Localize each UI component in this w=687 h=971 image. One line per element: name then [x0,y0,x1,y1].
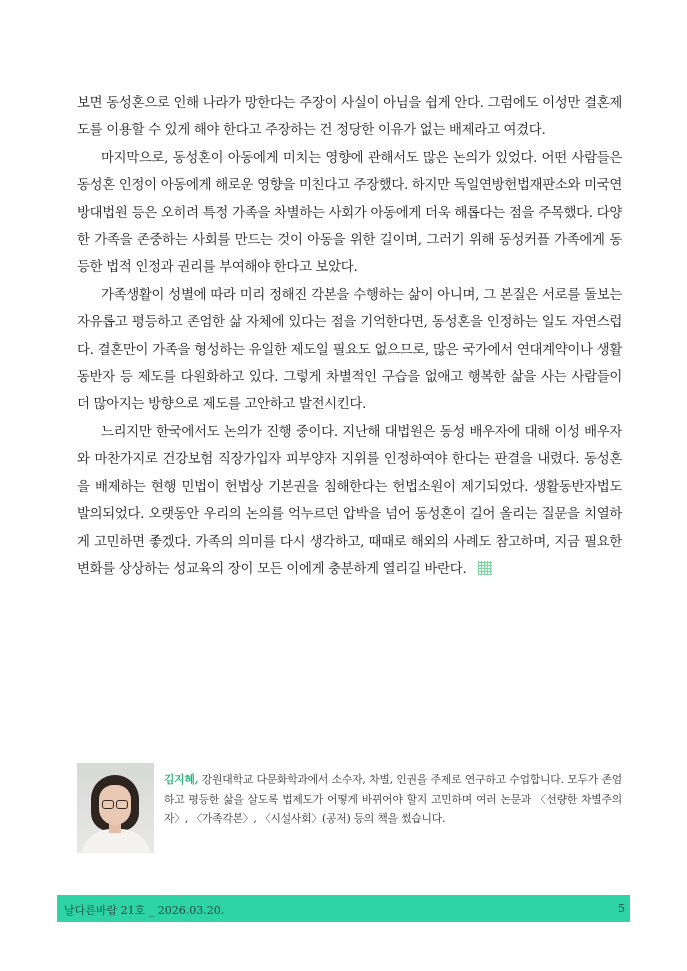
issue-info: 날다른바람 21호 _ 2026.03.20. [64,904,225,917]
article-paragraph-last [77,419,622,583]
author-profile [77,763,622,853]
article-paragraph: 마지막으로, 동성혼이 아동에게 미치는 영향에 관해서도 많은 논의가 있었다. 어떤 사람들은 동성혼 인정이 아동에게 해로운 영향을 미친다고 주장했다. 하지만 독일연방헌법재판소와 미국연방대법원 등은 오히려 특정 가족을 차별하는 사회가 아동에게 더욱 해롭다는 점을 주목했다. 다양한 가족을 존중하는 사회를 만드는 것이 아동을 위한 길이며, 그러기 위해 동성커플 가족에게 동등한 법적 인정과 권리를 부여해야 한다고 보았다. [77,150,622,276]
author-description: 강원대학교 다문화학과에서 소수자, 차별, 인권을 주제로 연구하고 수업합니다. 모두가 존엄하고 평등한 삶을 살도록 법제도가 어떻게 바뀌어야 할지 고민하며 여러 논문과 〈선량한 차별주의자〉, 〈가족각본〉, 〈시설사회〉(공저) 등의 책을 썼습니다. [164,773,622,825]
article-body [77,90,622,583]
page-number: 5 [618,902,625,915]
page-footer [57,895,630,922]
author-bio [164,770,622,829]
author-name: 김지혜, [164,773,199,786]
author-photo [77,763,154,853]
end-of-article-icon [478,561,492,575]
article-paragraph: 가족생활이 성별에 따라 미리 정해진 각본을 수행하는 삶이 아니며, 그 본질은 서로를 돌보는 자유롭고 평등하고 존엄한 삶 자체에 있다는 점을 기억한다면, 동성혼을 인정하는 일도 자연스럽다. 결혼만이 가족을 형성하는 유일한 제도일 필요도 없으므로, 많은 국가에서 연대계약이나 생활동반자 등 제도를 다원화하고 있다. 그렇게 차별적인 구습을 없애고 행복한 삶을 사는 사람들이 더 많아지는 방향으로 제도를 고안하고 발전시킨다. [77,287,622,413]
article-paragraph: 보면 동성혼으로 인해 나라가 망한다는 주장이 사실이 아님을 쉽게 안다. 그럼에도 이성만 결혼제도를 이용할 수 있게 해야 한다고 주장하는 건 정당한 이유가 없는 배제라고 여겼다. [77,96,622,139]
article-paragraph-text: 느리지만 한국에서도 논의가 진행 중이다. 지난해 대법원은 동성 배우자에 대해 이성 배우자와 마찬가지로 건강보험 직장가입자 피부양자 지위를 인정하여야 한다는 판결을 내렸다. 동성혼을 배제하는 현행 민법이 헌법상 기본권을 침해한다는 헌법소원이 제기되었다. 생활동반자법도 발의되었다. 오랫동안 우리의 논의를 억누르던 압박을 넘어 동성혼이 길어 올리는 질문을 치열하게 고민하면 좋겠다. 가족의 의미를 다시 생각하고, 때때로 해외의 사례도 참고하며, 지금 필요한 변화를 상상하는 성교육의 장이 모든 이에게 충분하게 열리길 바란다. [77,424,622,577]
